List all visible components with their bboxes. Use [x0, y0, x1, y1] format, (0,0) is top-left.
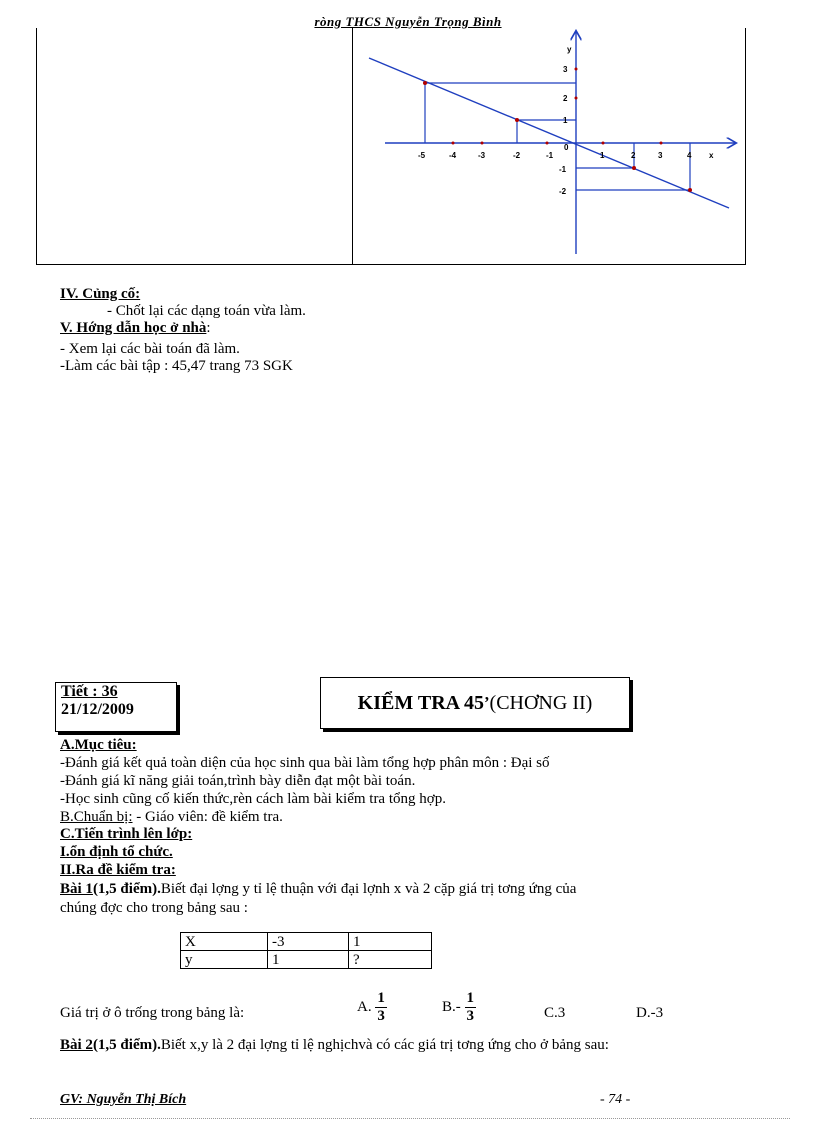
q1-table: [180, 932, 432, 969]
y-axis-label: y: [567, 45, 572, 54]
exam-title: KIỂM TRA 45: [357, 691, 484, 714]
q1-text: Bài 1(1,5 điểm).Biết đại lợng y tỉ lệ thuận với đại lợnh x và 2 cặp giá trị tơng ứng của: [60, 881, 577, 897]
y-tick-label: -2: [559, 187, 567, 196]
function-line: [369, 58, 729, 208]
step2-heading: II.Ra đề kiểm tra:: [60, 862, 176, 878]
q2-text: Bài 2(1,5 điểm).Biết x,y là 2 đại lợng tỉ lệ nghịchvà có các giá trị tơng ứng cho ở bảng sau:: [60, 1037, 609, 1053]
y-tick-label: 1: [563, 116, 568, 125]
x-tick-label: -4: [449, 151, 457, 160]
x-tick-label: -3: [478, 151, 486, 160]
option-b: B.- $\frac{1}{3}$: [442, 990, 474, 1024]
section-iv-line: - Chốt lại các dạng toán vừa làm.: [107, 303, 306, 319]
function-graph: [353, 28, 743, 264]
origin-label: 0: [564, 143, 569, 152]
y-tick-label: -1: [559, 165, 567, 174]
x-tick-label: 3: [658, 151, 663, 160]
table-cell: y: [181, 951, 268, 969]
procedure-heading: C.Tiến trình lên lớp:: [60, 826, 193, 842]
objectives-heading: A.Mục tiêu:: [60, 737, 137, 753]
footer-author: GV: Nguyễn Thị Bích: [60, 1092, 187, 1107]
page-number: - 74 -: [600, 1092, 631, 1107]
step1-heading: I.ổn định tổ chức.: [60, 844, 173, 860]
x-tick-label: 1: [600, 151, 605, 160]
objective-item: -Học sinh cũng cố kiến thức,rèn cách làm bài kiểm tra tổng hợp.: [60, 791, 446, 807]
table-row: [181, 933, 432, 951]
lesson-date: 21/12/2009: [61, 701, 134, 718]
section-v-heading: V. Hớng dẫn học ở nhà:: [60, 320, 211, 336]
exam-title-box: [320, 677, 630, 729]
y-tick-label: 3: [563, 65, 568, 74]
table-cell: 1: [268, 951, 349, 969]
lesson-period: Tiết : 36: [61, 683, 118, 700]
x-tick-label: -5: [418, 151, 426, 160]
section-v-line: - Xem lại các bài toán đã làm.: [60, 341, 240, 357]
page-header: ròng THCS Nguyễn Trọng Bình: [314, 14, 502, 29]
x-tick-label: -1: [546, 151, 554, 160]
table-cell: -3: [268, 933, 349, 951]
x-tick-label: 4: [687, 151, 692, 160]
preparation: B.Chuẩn bị: - Giáo viên: đề kiểm tra.: [60, 809, 283, 825]
exam-title-sup: ’: [484, 693, 490, 712]
option-d: D.-3: [636, 1005, 664, 1021]
x-tick-label: 2: [631, 151, 636, 160]
x-axis-label: x: [709, 151, 714, 160]
table-cell: 1: [349, 933, 432, 951]
footer-divider: [30, 1118, 790, 1119]
objective-item: -Đánh giá kết quả toàn diện của học sinh qua bài làm tổng hợp phân môn : Đại số: [60, 755, 550, 771]
q1-text-cont: chúng đợc cho trong bảng sau :: [60, 900, 248, 916]
x-tick-label: -2: [513, 151, 521, 160]
table-cell: X: [181, 933, 268, 951]
objective-item: -Đánh giá kĩ năng giải toán,trình bày diễn đạt một bài toán.: [60, 773, 416, 789]
section-v-line: -Làm các bài tập : 45,47 trang 73 SGK: [60, 358, 293, 374]
section-iv-heading: IV. Củng cố:: [60, 286, 141, 302]
table-cell: ?: [349, 951, 432, 969]
option-c: C.3: [544, 1005, 566, 1021]
graph-points: [423, 68, 692, 193]
q1-answer-prompt: Giá trị ở ô trống trong bảng là:: [60, 1005, 245, 1021]
lesson-info-box: [55, 682, 177, 732]
exam-title-rest: (CHƠNG II): [489, 691, 593, 714]
y-tick-label: 2: [563, 94, 568, 103]
option-a: A. $\frac{1}{3}$: [357, 990, 385, 1024]
table-row: [181, 951, 432, 969]
